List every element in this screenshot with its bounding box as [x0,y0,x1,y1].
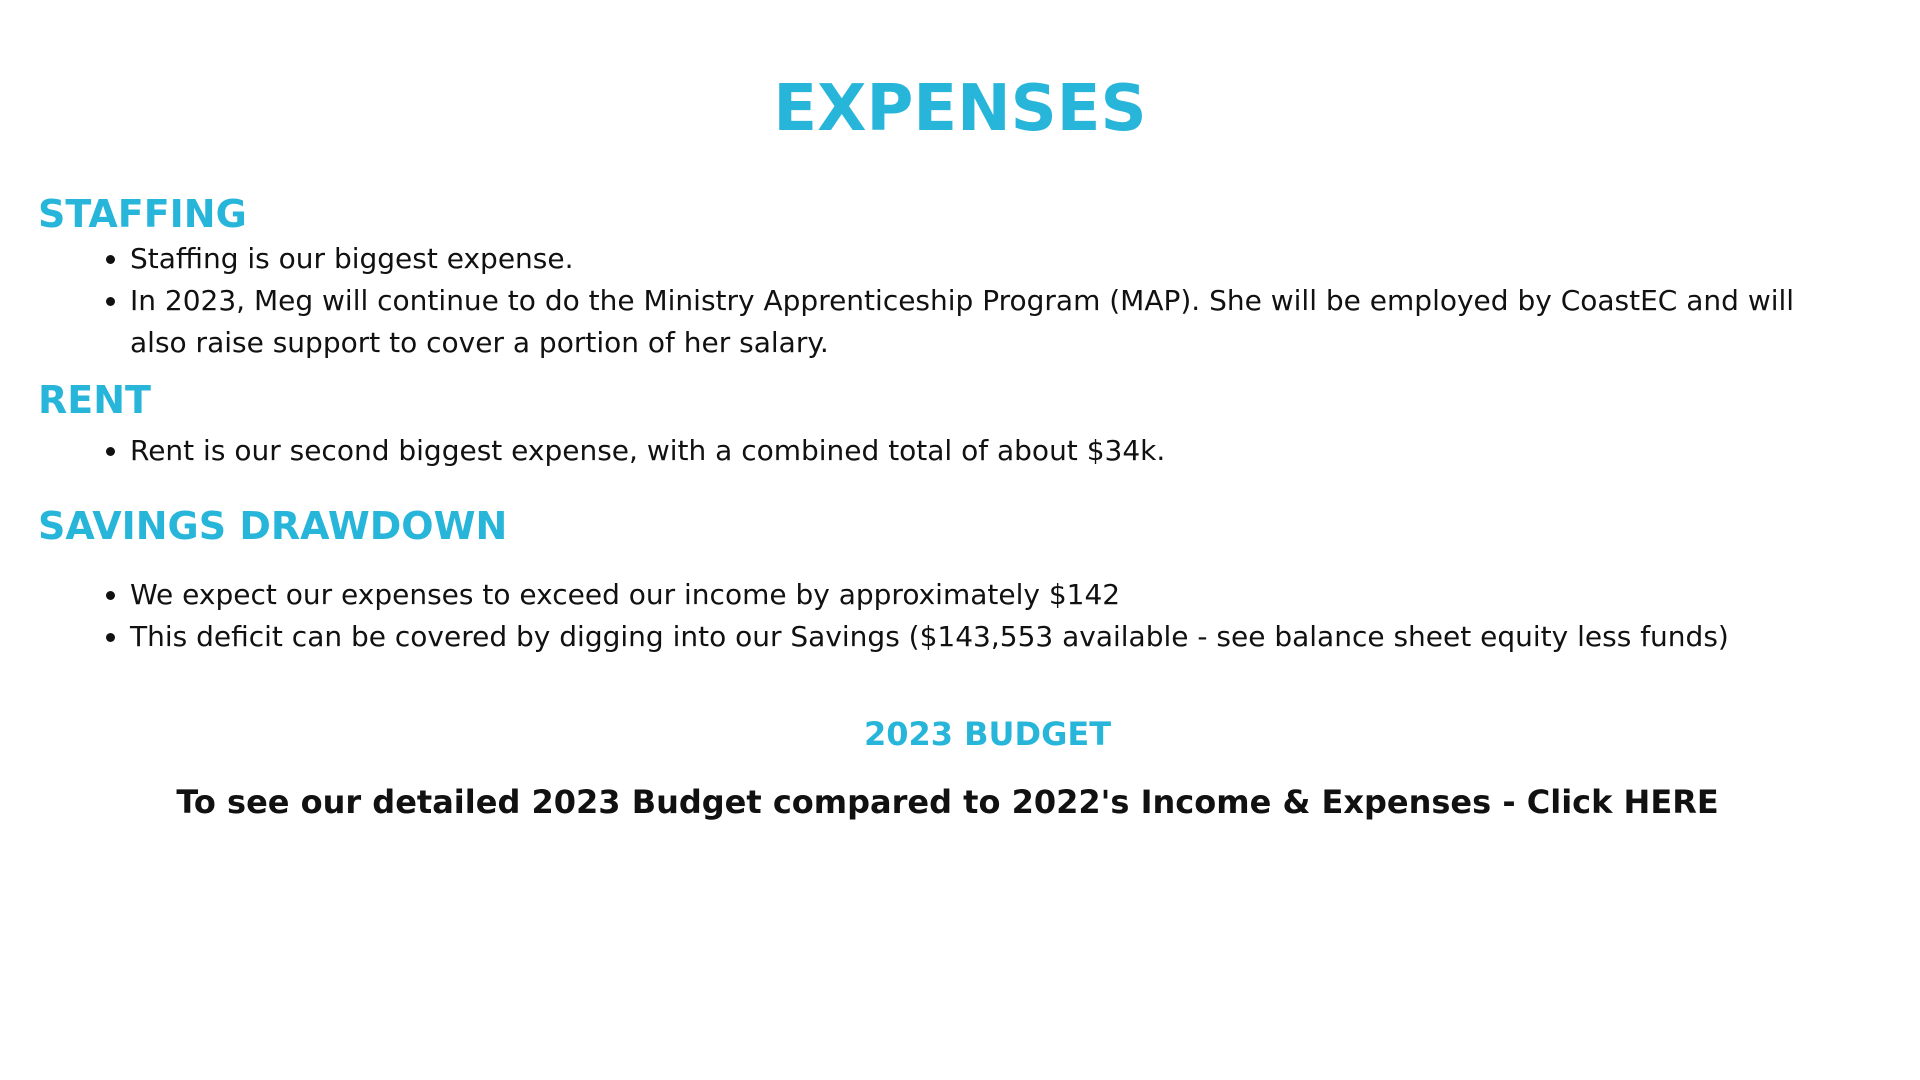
budget-details-link[interactable]: To see our detailed 2023 Budget compared to 2022's Income & Expenses - Click HERE [176,783,1719,821]
rent-heading: RENT [38,378,151,422]
savings-drawdown-heading: SAVINGS DRAWDOWN [38,504,508,548]
list-item: • This deficit can be covered by digging into our Savings ($143,553 available - see balance sheet equity less funds) [130,616,1830,658]
staffing-bullet-list [100,238,1830,364]
list-item: • Staffing is our biggest expense. [130,238,1830,280]
list-item: • We expect our expenses to exceed our income by approximately $142 [130,574,1830,616]
list-item: • Rent is our second biggest expense, with a combined total of about $34k. [130,430,1830,472]
page-title: EXPENSES [773,72,1147,146]
rent-bullet-list [100,430,1830,472]
staffing-heading: STAFFING [38,192,247,236]
budget-heading: 2023 BUDGET [863,715,1112,753]
savings-bullet-list [100,574,1830,658]
list-item: • In 2023, Meg will continue to do the Ministry Apprenticeship Program (MAP). She will be employed by CoastEC and will also raise support to cover a portion of her salary. [130,280,1830,364]
